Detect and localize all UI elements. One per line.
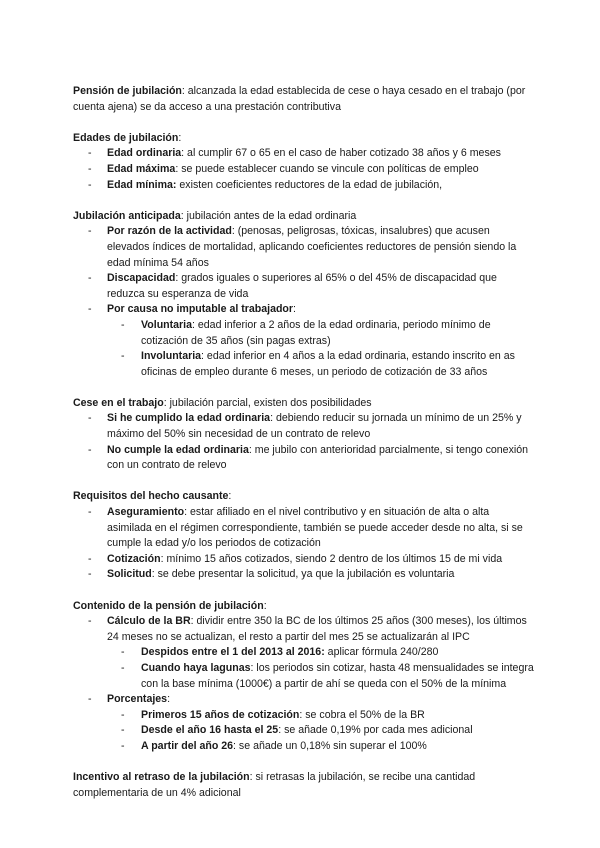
item-term: Discapacidad — [107, 272, 176, 285]
pension-term: Pensión de jubilación — [73, 85, 182, 97]
anticipada-sublist — [107, 318, 535, 380]
contenido-section — [73, 599, 535, 755]
edades-heading: Edades de jubilación — [73, 131, 179, 144]
item-text: : se puede establecer cuando se vincule con políticas de empleo — [175, 162, 479, 175]
calculo-sublist — [107, 645, 535, 692]
contenido-colon: : — [263, 599, 267, 612]
item-term: Por causa no imputable al trabajador — [107, 303, 294, 316]
anticipada-text: : jubilación antes de la edad ordinaria — [180, 209, 357, 222]
subitem-term: Despidos entre el 1 del 2013 al 2016: — [141, 646, 325, 659]
cese-list — [73, 411, 535, 473]
subitem-text: : se cobra el 50% de la BR — [299, 708, 425, 721]
subitem-text: : los periodos sin cotizar, hasta 48 mensualidades se integra con la base mínima (1000€) a partir de ahí se queda con el 50% de la mínima — [141, 661, 534, 690]
sublist-item — [107, 661, 535, 692]
requisitos-heading: Requisitos del hecho causante — [73, 490, 229, 503]
cese-heading-line — [73, 396, 535, 412]
item-term: Edad ordinaria — [107, 147, 182, 160]
contenido-heading-line — [73, 599, 535, 615]
porcentajes-sublist — [107, 708, 535, 755]
item-text: existen coeficientes reductores de la edad de jubilación, — [176, 178, 443, 191]
subitem-text: : edad inferior a 2 años de la edad ordinaria, periodo mínimo de cotización de 35 años (sin pagas extras) — [141, 318, 491, 347]
subitem-text: : se añade 0,19% por cada mes adicional — [278, 724, 473, 737]
subitem-text: : edad inferior en 4 años a la edad ordinaria, estando inscrito en as oficinas de empleo durante 6 meses, un periodo de cotización de 33 años — [141, 350, 515, 378]
document-content — [73, 84, 535, 817]
subitem-text: : se añade un 0,18% sin superar el 100% — [233, 739, 427, 752]
item-text: : grados iguales o superiores al 65% o del 45% de discapacidad que reduzca su esperanza de vida — [107, 272, 497, 300]
subitem-term: Voluntaria — [141, 318, 193, 331]
item-text: : — [293, 303, 296, 316]
item-text: : debiendo reducir su jornada un mínimo de un 25% y máximo del 50% sin necesidad de un contrato de relevo — [107, 412, 522, 441]
requisitos-heading-line — [73, 489, 535, 505]
item-term: Por razón de la actividad — [107, 225, 232, 238]
item-term: Si he cumplido la edad ordinaria — [107, 412, 271, 425]
list-item — [73, 146, 535, 162]
anticipada-heading-line — [73, 209, 535, 225]
list-item — [73, 224, 535, 271]
cese-heading: Cese en el trabajo — [73, 396, 164, 409]
incentivo-term: Incentivo al retraso de la jubilación — [73, 771, 250, 784]
subitem-term: Desde el año 16 hasta el 25 — [141, 724, 279, 737]
item-term: Aseguramiento — [107, 506, 185, 519]
edades-colon: : — [178, 131, 182, 144]
requisitos-list — [73, 505, 535, 583]
subitem-term: Involuntaria — [141, 350, 202, 363]
item-term: Cotización — [107, 552, 161, 565]
requisitos-section — [73, 489, 535, 583]
item-text: : al cumplir 67 o 65 en el caso de haber cotizado 38 años y 6 meses — [181, 147, 501, 160]
sublist-item — [107, 708, 535, 724]
edades-section — [73, 131, 535, 193]
item-text: : estar afiliado en el nivel contributivo y en situación de alta o alta asimilada en el régimen correspondiente, también se puede acceder desde no alta, si se cumple la edad y/o los periodos de cotización — [107, 506, 523, 550]
item-term: Solicitud — [107, 568, 152, 581]
anticipada-section — [73, 209, 535, 381]
list-item — [73, 411, 535, 442]
item-text: : se debe presentar la solicitud, ya que la jubilación es voluntaria — [151, 568, 455, 581]
item-term: Cálculo de la BR — [107, 615, 191, 628]
list-item — [73, 443, 535, 474]
cese-section — [73, 396, 535, 474]
sublist-item — [107, 645, 535, 661]
item-term: Edad máxima — [107, 162, 176, 175]
anticipada-list — [73, 224, 535, 380]
item-text: : (penosas, peligrosas, tóxicas, insalubres) que acusen elevados índices de mortalidad, aplicando coeficientes reductores de pensión siendo la edad mínima 54 años — [107, 225, 517, 269]
sublist-item — [107, 739, 535, 755]
sublist-item — [107, 349, 535, 380]
item-term: Porcentajes — [107, 693, 168, 706]
item-term: Edad mínima: — [107, 178, 177, 191]
list-item — [73, 178, 535, 194]
list-item — [73, 162, 535, 178]
edades-list — [73, 146, 535, 193]
contenido-heading: Contenido de la pensión de jubilación — [73, 599, 264, 612]
subitem-text: aplicar fórmula 240/280 — [324, 646, 439, 659]
cese-text: : jubilación parcial, existen dos posibilidades — [163, 396, 372, 409]
item-text: : mínimo 15 años cotizados, siendo 2 dentro de los últimos 15 de mi vida — [160, 552, 503, 565]
list-item — [73, 505, 535, 552]
item-text: : — [167, 693, 171, 706]
incentivo-paragraph — [73, 770, 535, 801]
pension-text: : alcanzada la edad establecida de cese o haya cesado en el trabajo (por cuenta ajena) se da acceso a una prestación contributiva — [73, 85, 526, 113]
incentivo-text: : si retrasas la jubilación, se recibe una cantidad complementaria de un 4% adicional — [73, 771, 476, 799]
sublist-item — [107, 723, 535, 739]
pension-paragraph — [73, 84, 535, 115]
sublist-item — [107, 318, 535, 349]
requisitos-colon: : — [228, 490, 232, 503]
subitem-term: A partir del año 26 — [141, 739, 234, 752]
item-text: : dividir entre 350 la BC de los últimos 25 años (300 meses), los últimos 24 meses no se actualizan, el resto a partir del mes 25 se actualizarán al IPC — [107, 615, 527, 643]
subitem-term: Primeros 15 años de cotización — [141, 708, 300, 721]
item-text: : me jubilo con anterioridad parcialmente, si tengo conexión con un contrato de relevo — [107, 443, 529, 472]
contenido-list — [73, 614, 535, 754]
list-item — [73, 614, 535, 692]
list-item — [73, 302, 535, 380]
subitem-term: Cuando haya lagunas — [141, 661, 251, 674]
list-item — [73, 567, 535, 583]
list-item — [73, 552, 535, 568]
anticipada-heading: Jubilación anticipada — [73, 209, 181, 222]
item-term: No cumple la edad ordinaria — [107, 443, 249, 456]
edades-heading-line — [73, 131, 535, 147]
list-item — [73, 692, 535, 754]
list-item — [73, 271, 535, 302]
